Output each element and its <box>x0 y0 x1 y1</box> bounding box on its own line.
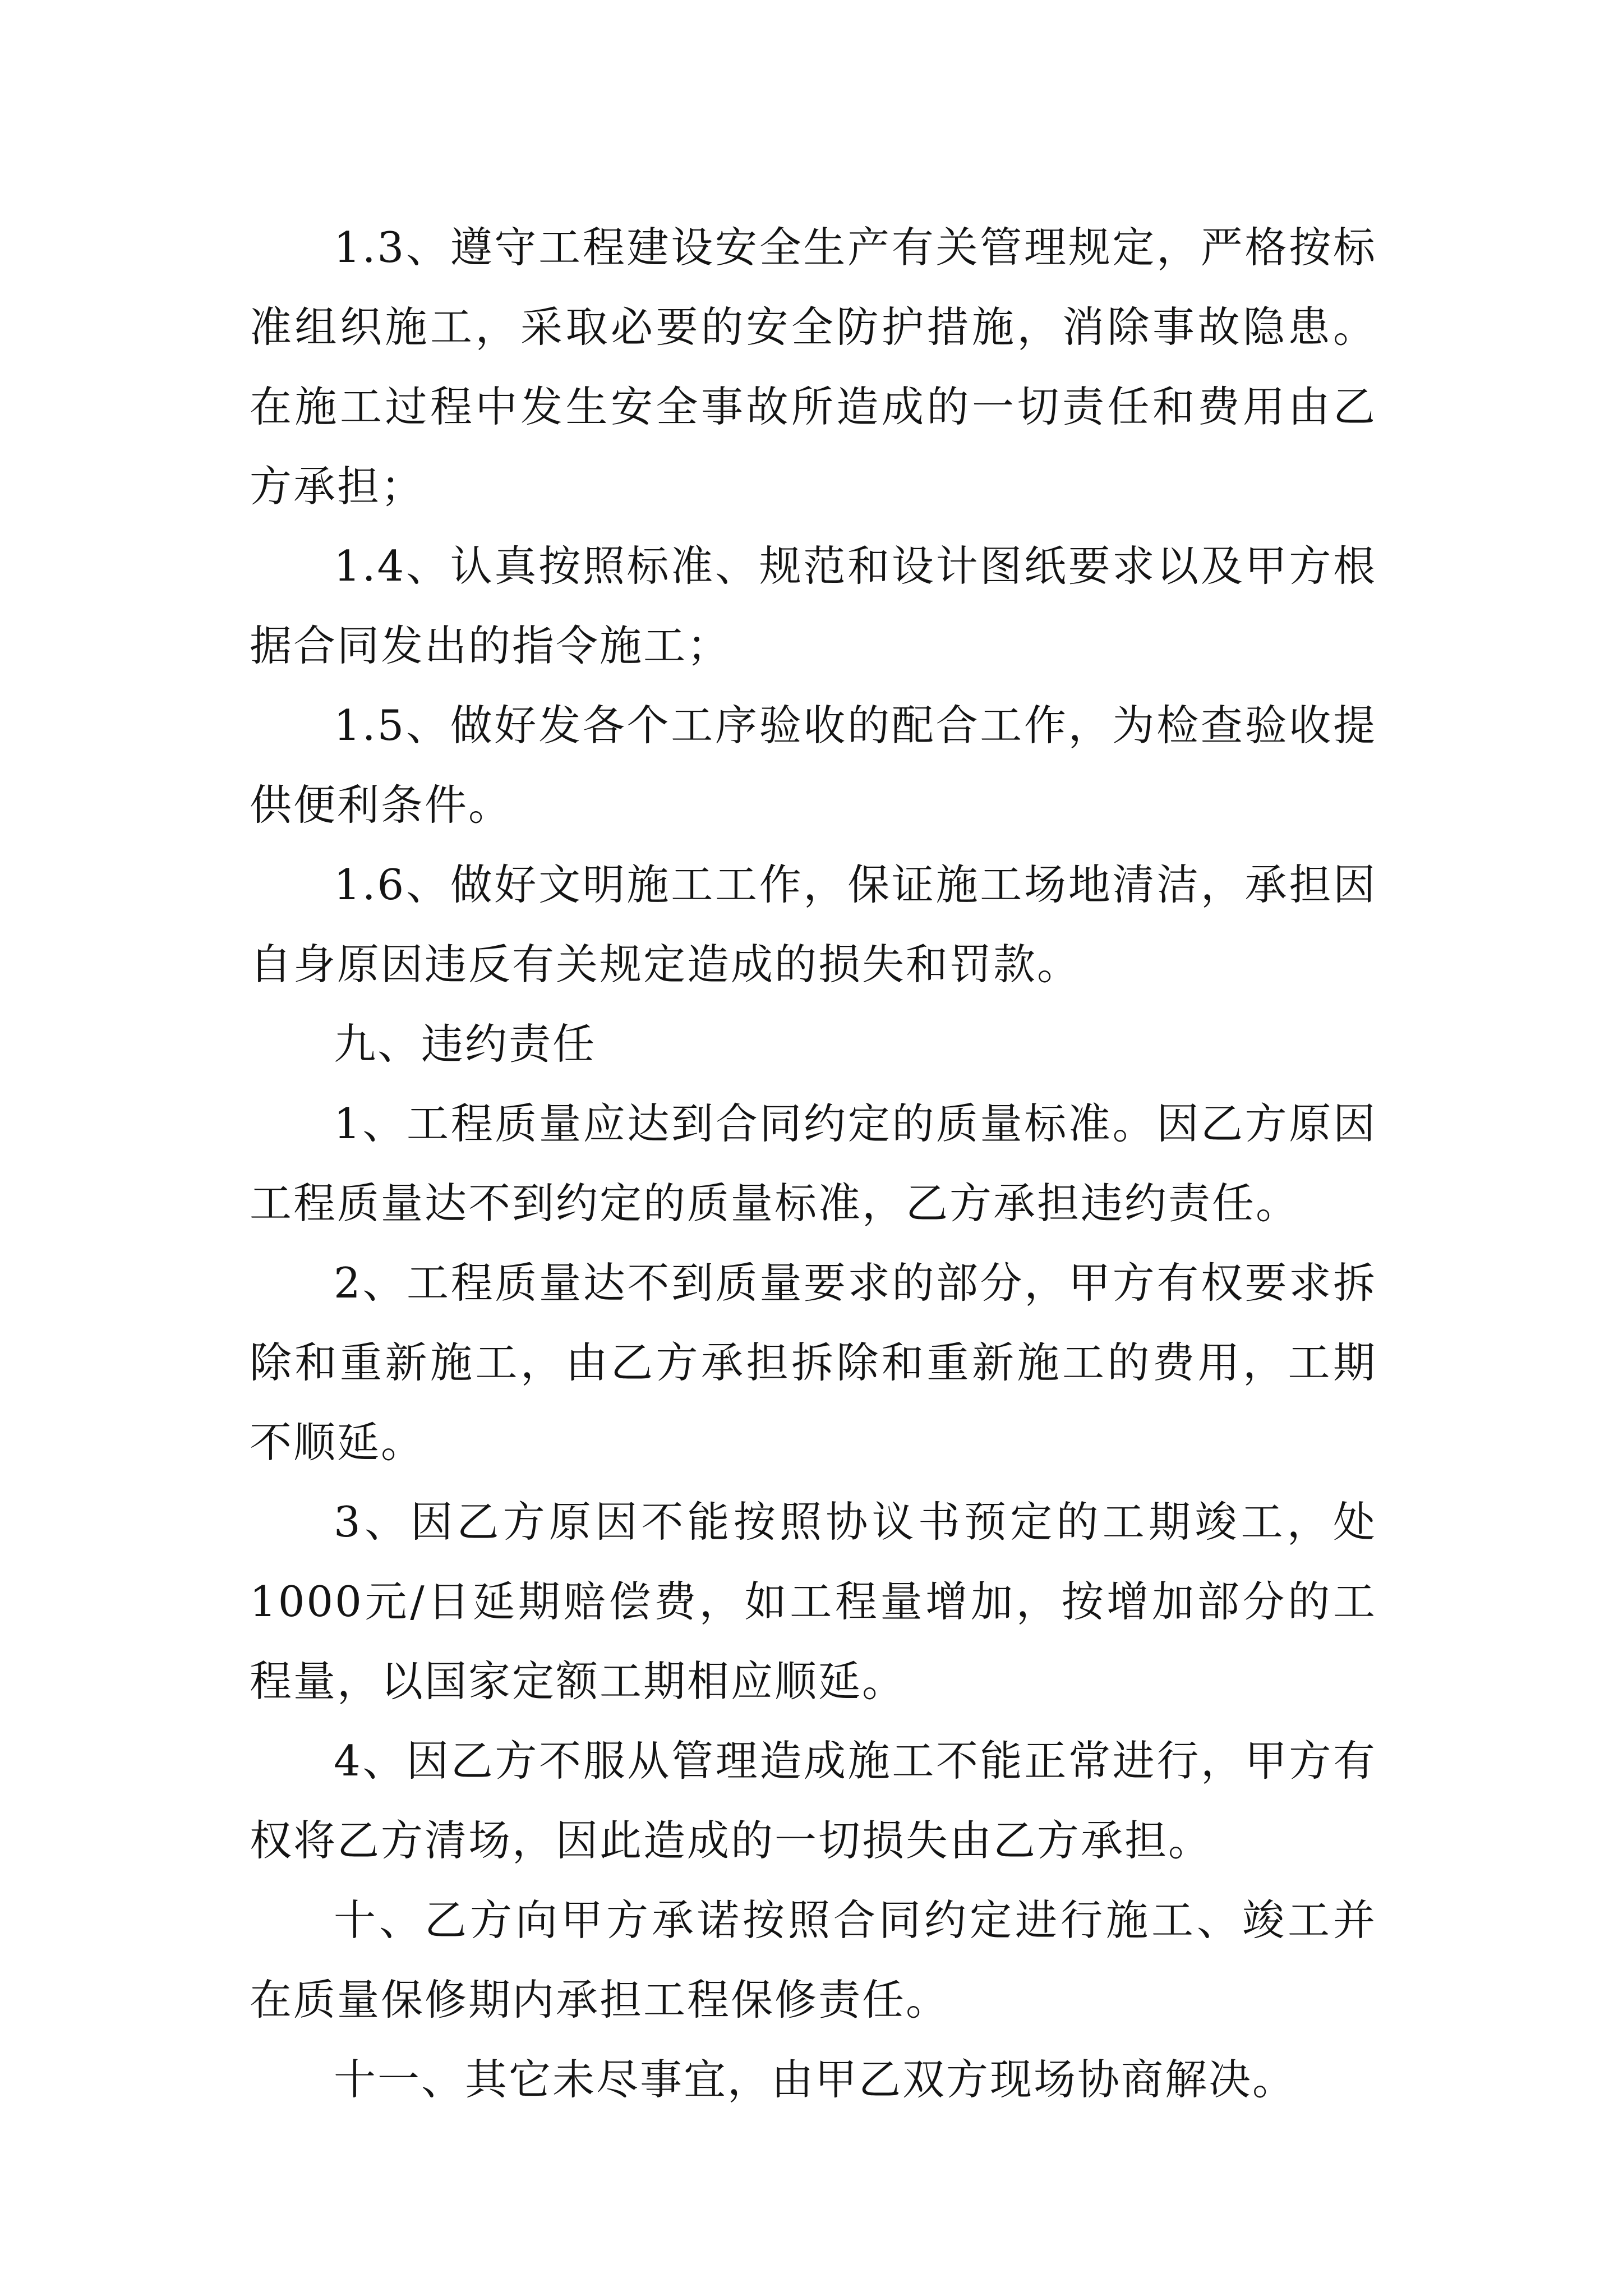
clause-1-4: 1.4、认真按照标准、规范和设计图纸要求以及甲方根据合同发出的指令施工； <box>250 541 1377 670</box>
clause-1-5: 1.5、做好发各个工序验收的配合工作，为检查验收提供便利条件。 <box>250 701 1377 830</box>
section-heading-breach-liability: 九、违约责任 <box>334 1019 597 1069</box>
section-ten: 十、乙方向甲方承诺按照合同约定进行施工、竣工并在质量保修期内承担工程保修责任。 <box>250 1895 1377 2024</box>
clause-1-3: 1.3、遵守工程建设安全生产有关管理规定，严格按标准组织施工，采取必要的安全防护措施，消除事故隐患。在施工过程中发生安全事故所造成的一切责任和费用由乙方承担； <box>250 223 1377 511</box>
breach-clause-2: 2、工程质量达不到质量要求的部分，甲方有权要求拆除和重新施工，由乙方承担拆除和重新施工的费用，工期不顺延。 <box>250 1258 1377 1467</box>
breach-clause-1: 1、工程质量应达到合同约定的质量标准。因乙方原因工程质量达不到约定的质量标准，乙方承担违约责任。 <box>250 1099 1377 1228</box>
clause-1-6: 1.6、做好文明施工工作，保证施工场地清洁，承担因自身原因违反有关规定造成的损失和罚款。 <box>250 860 1377 989</box>
breach-clause-4: 4、因乙方不服从管理造成施工不能正常进行，甲方有权将乙方清场，因此造成的一切损失由乙方承担。 <box>250 1736 1377 1865</box>
breach-clause-3: 3、因乙方原因不能按照协议书预定的工期竣工，处1000元/日延期赔偿费，如工程量增加，按增加部分的工程量，以国家定额工期相应顺延。 <box>250 1497 1377 1706</box>
document-body <box>250 208 1377 2119</box>
section-eleven: 十一、其它未尽事宜，由甲乙双方现场协商解决。 <box>334 2055 1297 2104</box>
